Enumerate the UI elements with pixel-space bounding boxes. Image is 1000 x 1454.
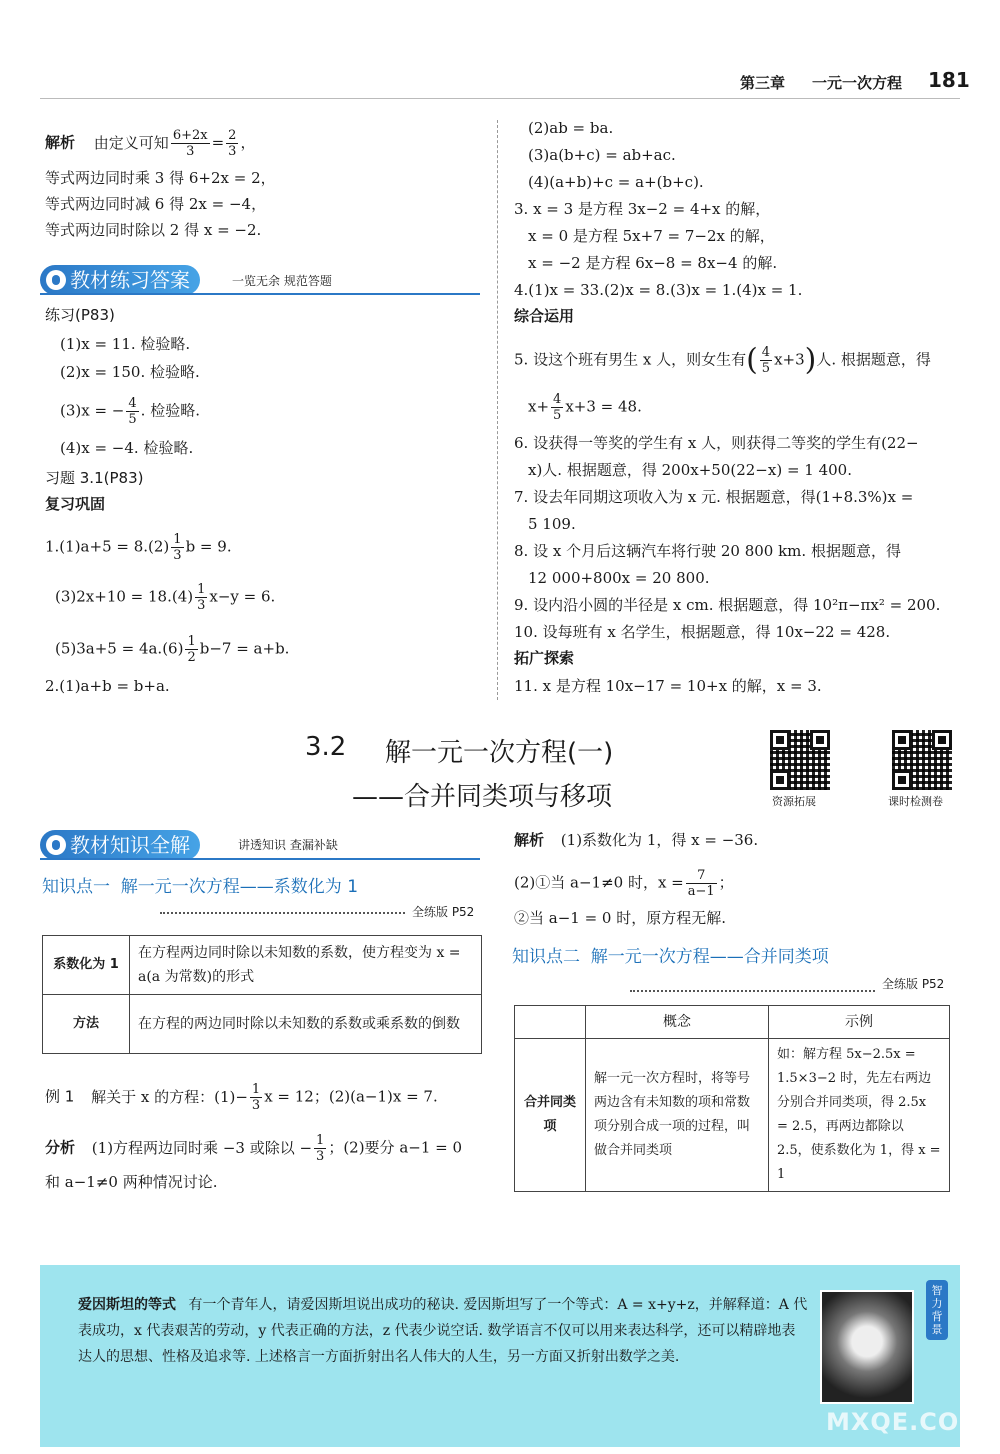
answer-line: 3. x = 3 是方程 3x−2 = 4+x 的解， bbox=[514, 200, 771, 218]
fraction: $\frac{4}{5}$ bbox=[128, 396, 137, 427]
fraction: $\frac{1}{2}$ bbox=[187, 634, 196, 665]
qr-code-test[interactable] bbox=[892, 730, 952, 790]
table-cell: 如：解方程 5x−2.5x = 1.5×3−2 时，先左右两边分别合并同类项，得 2.5x = 2.5，再两边都除以 2.5，使系数化为 1，得 x = 1 bbox=[769, 1039, 950, 1192]
section-number: 3.2 bbox=[305, 732, 347, 762]
kp1-table bbox=[42, 935, 482, 1054]
answer-line: 12 000+800x = 20 800. bbox=[528, 569, 710, 587]
exercise-heading: 习题 3.1(P83) bbox=[45, 469, 144, 487]
analysis-label: 解析 bbox=[45, 133, 76, 152]
extension-heading: 拓广探索 bbox=[514, 649, 575, 667]
comprehensive-heading: 综合运用 bbox=[514, 307, 575, 325]
dotted-leader bbox=[160, 912, 405, 914]
table-cell: 在方程的两边同时除以未知数的系数或乘系数的倒数 bbox=[130, 995, 482, 1054]
table-header: 概念 bbox=[586, 1006, 769, 1039]
tag-subtitle: 讲透知识 查漏补缺 bbox=[238, 838, 338, 852]
answer-line: (4)(a+b)+c = a+(b+c). bbox=[528, 173, 704, 191]
fraction: $\frac{1}{3}$ bbox=[197, 582, 206, 613]
reference: 全练版 P52 bbox=[412, 905, 475, 919]
answer-line: 5 109. bbox=[528, 515, 576, 533]
chapter-title: 一元一次方程 bbox=[812, 74, 903, 92]
solution-line: 解析 (1)系数化为 1，得 x = −36. bbox=[514, 831, 759, 849]
answer-line: (2)ab = ba. bbox=[528, 119, 614, 137]
review-heading: 复习巩固 bbox=[45, 495, 106, 513]
table-header-row bbox=[515, 1006, 950, 1039]
practice-heading: 练习(P83) bbox=[45, 306, 115, 324]
table-cell: 解一元一次方程时，将等号两边含有未知数的项和常数项分别合成一项的过程，叫做合并同类项 bbox=[586, 1039, 769, 1192]
header-rule bbox=[40, 98, 960, 99]
fraction: $\frac{1}{3}$ bbox=[316, 1133, 325, 1164]
sidebar-body: 有一个青年人，请爱因斯坦说出成功的秘诀. 爱因斯坦写了一个等式：A = x+y+z，并解释道：A 代表成功，x 代表艰苦的劳动，y 代表正确的方法，z 代表少说空话. 数学语言不仅可以用来表达科学，还可以精辟地表达人的思想、性格及追求等. 上述格言一方面折射出名人伟大的人生，另一方面又折射出数学之美. bbox=[78, 1297, 808, 1365]
sidebar-title: 爱因斯坦的等式 bbox=[78, 1297, 176, 1313]
fraction: $\frac{6+2x}{3}$ bbox=[172, 128, 208, 159]
section-subtitle: ——合并同类项与移项 bbox=[352, 782, 613, 812]
fraction: $\frac{1}{3}$ bbox=[251, 1082, 261, 1113]
knowledge-point-title: 知识点一 解一元一次方程——系数化为 1 bbox=[42, 877, 359, 897]
fraction: $\frac{1}{3}$ bbox=[173, 532, 182, 563]
reference: 全练版 P52 bbox=[882, 977, 945, 991]
table-head-cell: 方法 bbox=[43, 995, 130, 1054]
bulb-icon bbox=[46, 270, 66, 290]
practice-item: (4)x = −4. 检验略. bbox=[60, 439, 194, 457]
practice-item: (3)x = − $\frac{4}{5}$ . 检验略. bbox=[60, 396, 200, 427]
sidebar-text bbox=[78, 1292, 808, 1370]
analysis-label: 分析 bbox=[45, 1138, 76, 1157]
fraction: $\frac{4}{5}$ bbox=[553, 392, 562, 423]
table-row bbox=[43, 995, 482, 1054]
analysis-prefix: 由定义可知 bbox=[93, 133, 169, 152]
answer-line: x = 0 是方程 5x+7 = 7−2x 的解， bbox=[528, 227, 775, 245]
fraction: $\frac{2}{3}$ bbox=[228, 128, 237, 159]
kp2-table bbox=[514, 1005, 950, 1192]
analysis-line: 解析 由定义可知 $\frac{6+2x}{3}$ = $\frac{2}{3}$ ， bbox=[45, 128, 256, 159]
exercise-item: (5)3a+5 = 4a.(6) $\frac{1}{2}$ b−7 = a+b. bbox=[55, 634, 290, 665]
analysis-step: 等式两边同时除以 2 得 x = −2. bbox=[45, 221, 262, 239]
section-tag-practice: 教材练习答案 bbox=[40, 265, 200, 295]
example-analysis: 分析 (1)方程两边同时乘 −3 或除以 − $\frac{1}{3}$ ；(2)要分 a−1 = 0 bbox=[45, 1133, 463, 1164]
knowledge-point-title: 知识点二 解一元一次方程——合并同类项 bbox=[512, 947, 829, 967]
answer-line: x = −2 是方程 6x−8 = 8x−4 的解. bbox=[528, 254, 778, 272]
solution-label: 解析 bbox=[514, 831, 545, 849]
answer-line: 4.(1)x = 33.(2)x = 8.(3)x = 1.(4)x = 1. bbox=[514, 281, 803, 299]
solution-line: (2)①当 a−1≠0 时，x = $\frac{7}{a-1}$ ； bbox=[514, 868, 734, 899]
qr-code-resource[interactable] bbox=[770, 730, 830, 790]
answer-line: 9. 设内沿小圆的半径是 x cm. 根据题意，得 10²π−πx² = 200. bbox=[514, 596, 941, 614]
exercise-item: 2.(1)a+b = b+a. bbox=[45, 677, 170, 695]
chapter-label: 第三章 bbox=[740, 74, 786, 92]
exercise-item: (3)2x+10 = 18.(4) $\frac{1}{3}$ x−y = 6. bbox=[55, 582, 276, 613]
example-analysis: 和 a−1≠0 两种情况讨论. bbox=[45, 1173, 218, 1191]
fraction: $\frac{7}{a-1}$ bbox=[687, 868, 715, 899]
qr-label: 资源拓展 bbox=[772, 795, 816, 808]
analysis-step: 等式两边同时减 6 得 2x = −4， bbox=[45, 195, 267, 213]
answer-line: 11. x 是方程 10x−17 = 10+x 的解，x = 3. bbox=[514, 677, 822, 695]
bulb-icon bbox=[46, 835, 66, 855]
example-line: 例 1 解关于 x 的方程：(1)− $\frac{1}{3}$ x = 12；(2)(a−1)x = 7. bbox=[45, 1082, 438, 1113]
answer-line: 7. 设去年同期这项收入为 x 元. 根据题意，得(1+8.3%)x = bbox=[514, 488, 914, 506]
solution-line: ②当 a−1 = 0 时，原方程无解. bbox=[514, 909, 727, 927]
practice-item: (1)x = 11. 检验略. bbox=[60, 335, 191, 353]
table-header bbox=[515, 1006, 586, 1039]
table-cell: 在方程两边同时除以未知数的系数，使方程变为 x = a(a 为常数)的形式 bbox=[130, 936, 482, 995]
answer-line: x+ $\frac{4}{5}$ x+3 = 48. bbox=[528, 392, 642, 423]
answer-line: 5. 设这个班有男生 x 人，则女生有( $\frac{4}{5}$ x+3)人. 根据题意，得 bbox=[514, 342, 931, 378]
fraction: $\frac{4}{5}$ bbox=[761, 345, 771, 376]
einstein-portrait bbox=[820, 1290, 914, 1404]
section-tag-knowledge: 教材知识全解 bbox=[40, 830, 200, 860]
table-head-cell: 系数化为 1 bbox=[43, 936, 130, 995]
answer-line: 6. 设获得一等奖的学生有 x 人，则获得二等奖的学生有(22− bbox=[514, 434, 919, 452]
exercise-item: 1.(1)a+5 = 8.(2) $\frac{1}{3}$ b = 9. bbox=[45, 532, 232, 563]
column-divider bbox=[497, 120, 498, 700]
answer-line: (3)a(b+c) = ab+ac. bbox=[528, 146, 676, 164]
watermark: MXQE.COM bbox=[826, 1408, 985, 1436]
table-row bbox=[43, 936, 482, 995]
practice-item: (2)x = 150. 检验略. bbox=[60, 363, 200, 381]
analysis-step: 等式两边同时乘 3 得 6+2x = 2， bbox=[45, 169, 276, 187]
answer-line: 8. 设 x 个月后这辆汽车将行驶 20 800 km. 根据题意，得 bbox=[514, 542, 901, 560]
answer-line: 10. 设每班有 x 名学生，根据题意，得 10x−22 = 428. bbox=[514, 623, 891, 641]
tag-rule bbox=[40, 293, 480, 295]
sidebar-side-label: 智力背景 bbox=[926, 1280, 948, 1340]
table-head-cell: 合并同类项 bbox=[515, 1039, 586, 1192]
table-header: 示例 bbox=[769, 1006, 950, 1039]
qr-label: 课时检测卷 bbox=[888, 795, 943, 808]
page-number: 181 bbox=[928, 68, 970, 92]
tag-rule bbox=[40, 858, 480, 860]
section-title: 解一元一次方程(一) bbox=[385, 738, 614, 768]
example-label: 例 1 bbox=[45, 1087, 75, 1106]
dotted-leader bbox=[630, 990, 875, 992]
tag-subtitle: 一览无余 规范答题 bbox=[232, 274, 332, 288]
answer-line: x)人. 根据题意，得 200x+50(22−x) = 1 400. bbox=[528, 461, 852, 479]
table-row bbox=[515, 1039, 950, 1192]
